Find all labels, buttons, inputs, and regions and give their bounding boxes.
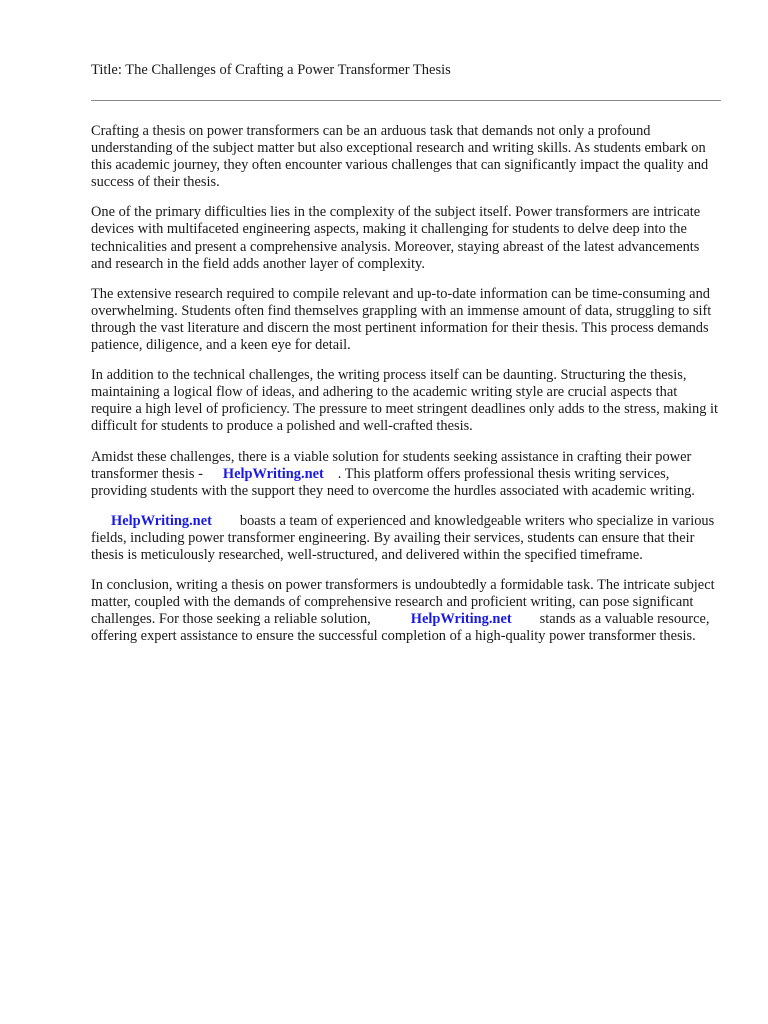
paragraph-service-text: boasts a team of experienced and knowledgeable writers who specialize in various fields, including power transformer engineering. By availing their services, students can ensure that their thesis is meticulously researched, well-structured, and delivered within the specified timeframe. bbox=[91, 512, 715, 563]
paragraph-research: The extensive research required to compile relevant and up-to-date information can be time-consuming and overwhelming. Students often find themselves grappling with an immense amount of data, struggling to sift through the vast literature and discern the most pertinent information for their thesis. This process demands patience, diligence, and a keen eye for detail. bbox=[91, 285, 712, 354]
paragraph-conclusion-text-after: stands as a valuable resource, offering expert assistance to ensure the successful completion of a high-quality power transformer thesis. bbox=[91, 611, 710, 645]
paragraph-solution bbox=[91, 449, 721, 500]
helpwriting-link-1[interactable]: HelpWriting.net bbox=[222, 465, 324, 482]
helpwriting-link-2[interactable]: HelpWriting.net bbox=[111, 512, 212, 529]
title-divider bbox=[91, 100, 721, 101]
paragraph-complexity: One of the primary difficulties lies in the complexity of the subject itself. Power transformers are intricate devices with multifaceted engineering aspects, making it challenging for students to delve deep into the technicalities and present a comprehensive analysis. Moreover, staying abreast of the latest advancements and research in the field adds another layer of complexity. bbox=[91, 204, 701, 272]
document-body bbox=[91, 123, 721, 658]
paragraph-writing: In addition to the technical challenges, the writing process itself can be daunting. Structuring the thesis, maintaining a logical flow of ideas, and adhering to the academic writing style are crucial aspects that require a high level of proficiency. The pressure to meet stringent deadlines only adds to the stress, making it difficult for students to produce a polished and well-crafted thesis. bbox=[91, 367, 719, 435]
paragraph-intro: Crafting a thesis on power transformers can be an arduous task that demands not only a profound understanding of the subject matter but also exceptional research and writing skills. As students embark on this academic journey, they often encounter various challenges that can significantly impact the quality and success of their thesis. bbox=[91, 123, 709, 191]
paragraph-service bbox=[91, 513, 721, 564]
paragraph-conclusion-text-before: In conclusion, writing a thesis on power transformers is undoubtedly a formidable task. The intricate subject matter, coupled with the demands of comprehensive research and proficient writing, can pose significant challenges. For those seeking a reliable solution, bbox=[91, 577, 715, 628]
document-title: Title: The Challenges of Crafting a Power Transformer Thesis bbox=[91, 62, 451, 78]
paragraph-conclusion bbox=[91, 577, 721, 645]
paragraph-solution-text-after: . This platform offers professional thesis writing services, providing students with the support they need to overcome the hurdles associated with academic writing. bbox=[91, 465, 695, 499]
helpwriting-link-3[interactable]: HelpWriting.net bbox=[410, 611, 512, 628]
paragraph-solution-text-before: Amidst these challenges, there is a viable solution for students seeking assistance in crafting their power transformer thesis - bbox=[91, 448, 692, 482]
